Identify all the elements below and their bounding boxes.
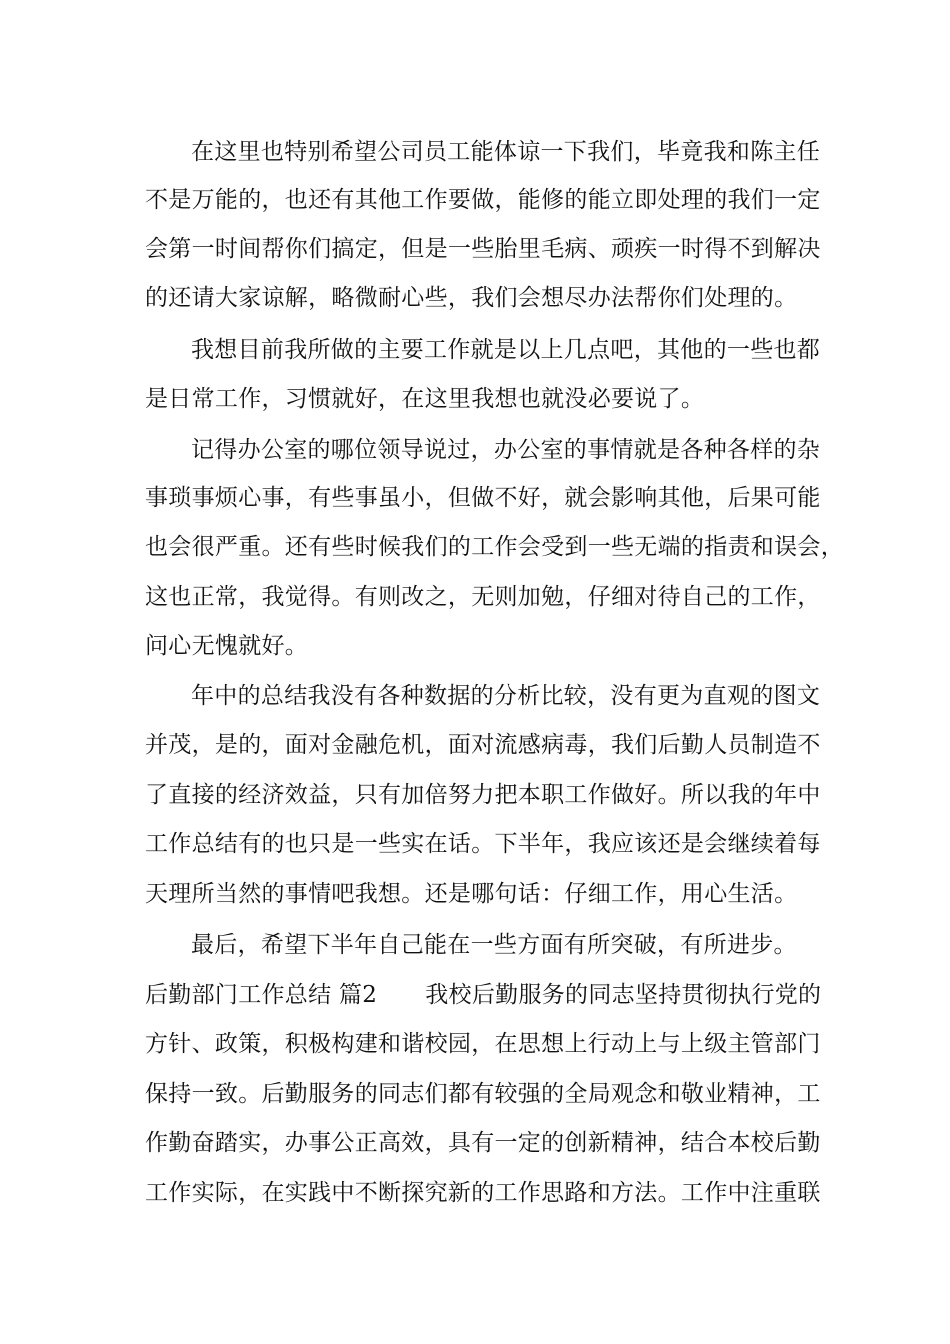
paragraph-line: 问心无愧就好。: [145, 633, 309, 659]
section-heading: 后勤部门工作总结 篇2: [145, 982, 378, 1008]
paragraph-line: 是日常工作，习惯就好，在这里我想也就没必要说了。: [145, 386, 705, 412]
paragraph-line: 的还请大家谅解，略微耐心些，我们会想尽办法帮你们处理的。: [145, 285, 798, 311]
paragraph-line: 工作实际，在实践中不断探究新的工作思路和方法。工作中注重联: [145, 1180, 821, 1206]
paragraph-line: 天理所当然的事情吧我想。还是哪句话：仔细工作，用心生活。: [145, 881, 798, 907]
paragraph-line: 方针、政策，积极构建和谐校园，在思想上行动上与上级主管部门: [145, 1031, 821, 1057]
paragraph-line: 不是万能的，也还有其他工作要做，能修的能立即处理的我们一定: [145, 187, 821, 213]
section-heading-line: [145, 975, 825, 1015]
paragraph-line: 在这里也特别希望公司员工能体谅一下我们，毕竟我和陈主任: [191, 139, 821, 165]
paragraph-line: 这也正常，我觉得。有则改之，无则加勉，仔细对待自己的工作，: [145, 584, 821, 610]
paragraph-line: 事琐事烦心事，有些事虽小，但做不好，就会影响其他，后果可能: [145, 485, 821, 511]
paragraph-line: 年中的总结我没有各种数据的分析比较，没有更为直观的图文: [191, 683, 821, 709]
paragraph-line: 记得办公室的哪位领导说过，办公室的事情就是各种各样的杂: [191, 437, 821, 463]
paragraph-line: 也会很严重。还有些时候我们的工作会受到一些无端的指责和误会，: [145, 534, 844, 560]
paragraph-text: 我校后勤服务的同志坚持贯彻执行党的: [425, 982, 822, 1008]
paragraph-line: 作勤奋踏实，办事公正高效，具有一定的创新精神，结合本校后勤: [145, 1130, 821, 1156]
paragraph-line: 工作总结有的也只是一些实在话。下半年，我应该还是会继续着每: [145, 831, 821, 857]
paragraph-line: 我想目前我所做的主要工作就是以上几点吧，其他的一些也都: [191, 337, 821, 363]
paragraph-line: 会第一时间帮你们搞定，但是一些胎里毛病、顽疾一时得不到解决: [145, 236, 821, 262]
paragraph-line: 保持一致。后勤服务的同志们都有较强的全局观念和敬业精神，工: [145, 1081, 821, 1107]
paragraph-line: 了直接的经济效益，只有加倍努力把本职工作做好。所以我的年中: [145, 782, 821, 808]
paragraph-line: 并茂，是的，面对金融危机，面对流感病毒，我们后勤人员制造不: [145, 732, 821, 758]
paragraph-line: 最后，希望下半年自己能在一些方面有所突破，有所进步。: [191, 932, 797, 958]
